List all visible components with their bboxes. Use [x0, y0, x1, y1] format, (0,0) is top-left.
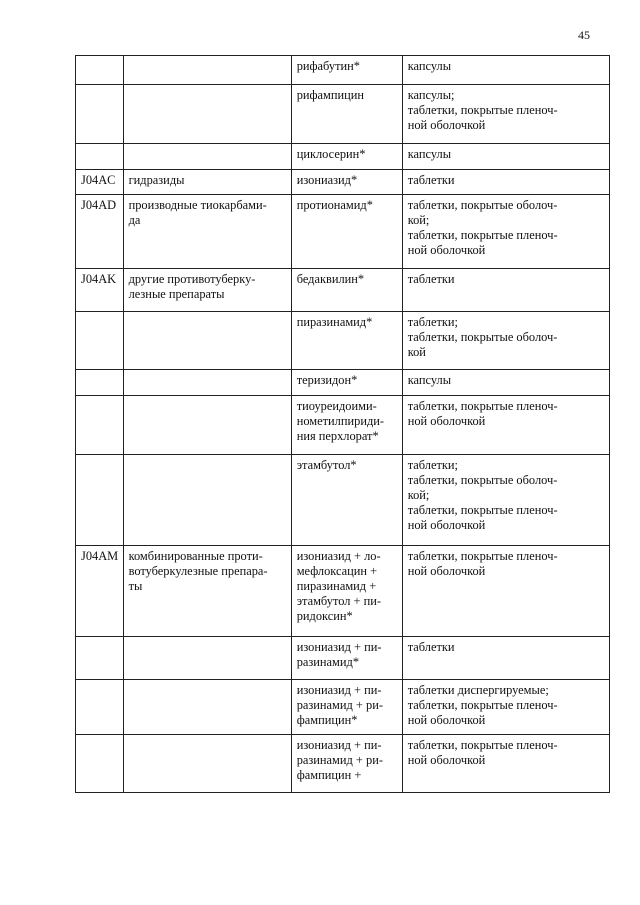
group-cell: [123, 144, 291, 170]
table-row: [76, 680, 610, 735]
atc-code-cell: [76, 56, 124, 85]
atc-code-cell: [76, 370, 124, 396]
atc-code-cell: J04AD: [76, 195, 124, 269]
group-cell: [123, 56, 291, 85]
drug-table: [75, 55, 610, 793]
table-row: [76, 170, 610, 195]
table-row: [76, 637, 610, 680]
table-row: [76, 396, 610, 455]
atc-code-cell: [76, 735, 124, 793]
drug-name-cell: протионамид*: [291, 195, 402, 269]
drug-name-cell: изониазид*: [291, 170, 402, 195]
drug-name-cell: циклосерин*: [291, 144, 402, 170]
table-body: [76, 56, 610, 793]
dosage-form-cell: таблетки: [402, 170, 609, 195]
group-cell: [123, 735, 291, 793]
group-cell: [123, 396, 291, 455]
dosage-form-cell: таблетки; таблетки, покрытые оболоч- кой; таблетки, покрытые пленоч- ной оболочкой: [402, 455, 609, 546]
dosage-form-cell: таблетки, покрытые пленоч- ной оболочкой: [402, 735, 609, 793]
group-cell: производные тиокарбами- да: [123, 195, 291, 269]
group-cell: [123, 370, 291, 396]
atc-code-cell: [76, 637, 124, 680]
page-number: 45: [578, 28, 590, 42]
drug-name-cell: рифабутин*: [291, 56, 402, 85]
dosage-form-cell: капсулы: [402, 370, 609, 396]
drug-name-cell: бедаквилин*: [291, 269, 402, 312]
drug-name-cell: рифампицин: [291, 85, 402, 144]
table-row: [76, 735, 610, 793]
atc-code-cell: [76, 312, 124, 370]
atc-code-cell: [76, 680, 124, 735]
group-cell: комбинированные проти- вотуберкулезные препара- ты: [123, 546, 291, 637]
dosage-form-cell: капсулы; таблетки, покрытые пленоч- ной оболочкой: [402, 85, 609, 144]
dosage-form-cell: таблетки, покрытые пленоч- ной оболочкой: [402, 396, 609, 455]
atc-code-cell: [76, 455, 124, 546]
table-row: [76, 269, 610, 312]
atc-code-cell: [76, 85, 124, 144]
drug-name-cell: изониазид + ло- мефлоксацин + пиразинамид + этамбутол + пи- ридоксин*: [291, 546, 402, 637]
group-cell: гидразиды: [123, 170, 291, 195]
drug-name-cell: изониазид + пи- разинамид + ри- фампицин*: [291, 680, 402, 735]
dosage-form-cell: таблетки: [402, 637, 609, 680]
atc-code-cell: [76, 144, 124, 170]
table-row: [76, 56, 610, 85]
atc-code-cell: [76, 396, 124, 455]
drug-name-cell: тиоуреидоими- нометилпириди- ния перхлорат*: [291, 396, 402, 455]
table-row: [76, 546, 610, 637]
dosage-form-cell: капсулы: [402, 144, 609, 170]
group-cell: [123, 312, 291, 370]
table-row: [76, 455, 610, 546]
group-cell: [123, 680, 291, 735]
table-row: [76, 195, 610, 269]
drug-name-cell: пиразинамид*: [291, 312, 402, 370]
dosage-form-cell: таблетки, покрытые оболоч- кой; таблетки, покрытые пленоч- ной оболочкой: [402, 195, 609, 269]
table-row: [76, 85, 610, 144]
table-row: [76, 312, 610, 370]
dosage-form-cell: таблетки; таблетки, покрытые оболоч- кой: [402, 312, 609, 370]
dosage-form-cell: таблетки диспергируемые; таблетки, покрытые пленоч- ной оболочкой: [402, 680, 609, 735]
group-cell: [123, 455, 291, 546]
drug-name-cell: изониазид + пи- разинамид + ри- фампицин +: [291, 735, 402, 793]
drug-name-cell: теризидон*: [291, 370, 402, 396]
dosage-form-cell: капсулы: [402, 56, 609, 85]
group-cell: [123, 85, 291, 144]
group-cell: другие противотуберку- лезные препараты: [123, 269, 291, 312]
atc-code-cell: J04AC: [76, 170, 124, 195]
group-cell: [123, 637, 291, 680]
table-row: [76, 370, 610, 396]
dosage-form-cell: таблетки: [402, 269, 609, 312]
drug-name-cell: этамбутол*: [291, 455, 402, 546]
atc-code-cell: J04AM: [76, 546, 124, 637]
table-row: [76, 144, 610, 170]
atc-code-cell: J04AK: [76, 269, 124, 312]
dosage-form-cell: таблетки, покрытые пленоч- ной оболочкой: [402, 546, 609, 637]
drug-name-cell: изониазид + пи- разинамид*: [291, 637, 402, 680]
